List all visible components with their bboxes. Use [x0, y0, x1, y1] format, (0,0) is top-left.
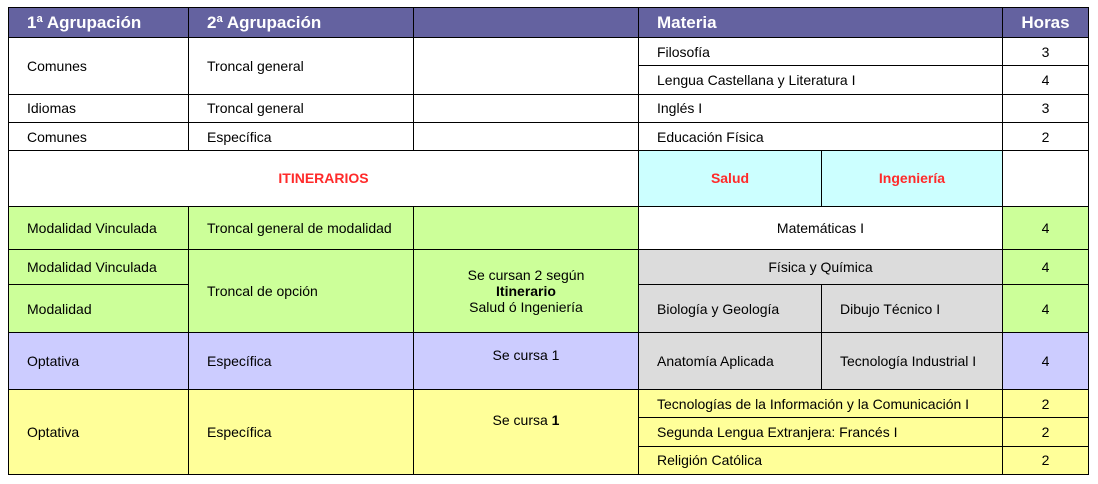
subject-cell: Lengua Castellana y Literatura I	[639, 66, 1003, 94]
agrupacion-1-cell: Modalidad Vinculada	[9, 206, 189, 249]
hours-cell: 4	[1003, 66, 1089, 94]
note-bold: 1	[551, 412, 560, 429]
subject-cell: Biología y Geología	[639, 285, 822, 332]
header-row	[9, 8, 1089, 38]
note-line-1: Se cursan 2 según	[467, 266, 585, 283]
agrupacion-1-cell: Idiomas	[9, 94, 189, 122]
subject-cell: Tecnologías de la Información y la Comunicación I	[639, 390, 1003, 418]
subjects-table	[8, 7, 1089, 475]
subject-cell: Educación Física	[639, 122, 1003, 150]
agrupacion-2-cell: Específica	[189, 332, 414, 389]
table-row	[9, 332, 1089, 389]
hours-cell: 2	[1003, 446, 1089, 474]
subject-cell: Dibujo Técnico I	[822, 285, 1003, 332]
header-blank	[414, 8, 639, 38]
agrupacion-2-cell: Troncal general	[189, 38, 414, 94]
table-row	[9, 122, 1089, 150]
itinerario-salud: Salud	[639, 151, 822, 206]
agrupacion-2-cell: Troncal general	[189, 94, 414, 122]
table-row	[9, 250, 1089, 285]
subject-cell: Inglés I	[639, 94, 1003, 122]
subject-cell: Tecnología Industrial I	[822, 332, 1003, 389]
hours-cell: 3	[1003, 94, 1089, 122]
header-materia: Materia	[639, 8, 1003, 38]
itinerarios-row	[9, 151, 1089, 206]
subject-cell: Anatomía Aplicada	[639, 332, 822, 389]
hours-cell: 4	[1003, 206, 1089, 249]
hours-cell: 2	[1003, 122, 1089, 150]
hours-cell: 2	[1003, 390, 1089, 418]
agrupacion-2-cell: Específica	[189, 390, 414, 475]
note-bold: Itinerario	[496, 282, 556, 299]
hours-cell: 3	[1003, 38, 1089, 66]
empty-cell	[414, 94, 639, 122]
subject-cell: Segunda Lengua Extranjera: Francés I	[639, 418, 1003, 446]
note-line-3: Salud ó Ingeniería	[469, 298, 583, 315]
optativa-note: Se cursa 1	[414, 332, 639, 389]
table-row	[9, 94, 1089, 122]
itinerarios-label: ITINERARIOS	[9, 151, 639, 206]
hours-cell: 4	[1003, 285, 1089, 332]
table-row	[9, 206, 1089, 249]
agrupacion-2-cell: Troncal de opción	[189, 250, 414, 333]
itinerario-ingenieria: Ingeniería	[822, 151, 1003, 206]
subject-cell: Religión Católica	[639, 446, 1003, 474]
subject-cell: Matemáticas I	[639, 206, 1003, 249]
empty-cell	[414, 206, 639, 249]
itinerario-note	[414, 250, 639, 333]
subject-cell: Física y Química	[639, 250, 1003, 285]
table-row	[9, 390, 1089, 418]
optativa-note	[414, 390, 639, 475]
table-row	[9, 38, 1089, 66]
empty-cell	[1003, 151, 1089, 206]
hours-cell: 2	[1003, 418, 1089, 446]
agrupacion-2-cell: Específica	[189, 122, 414, 150]
header-agrupacion-1: 1ª Agrupación	[9, 8, 189, 38]
header-horas: Horas	[1003, 8, 1089, 38]
agrupacion-1-cell: Optativa	[9, 332, 189, 389]
hours-cell: 4	[1003, 250, 1089, 285]
agrupacion-1-cell: Comunes	[9, 122, 189, 150]
header-agrupacion-2: 2ª Agrupación	[189, 8, 414, 38]
empty-cell	[414, 38, 639, 94]
empty-cell	[414, 122, 639, 150]
agrupacion-1-cell: Modalidad	[9, 285, 189, 332]
subject-cell: Filosofía	[639, 38, 1003, 66]
agrupacion-2-cell: Troncal general de modalidad	[189, 206, 414, 249]
agrupacion-1-cell: Comunes	[9, 38, 189, 94]
hours-cell: 4	[1003, 332, 1089, 389]
agrupacion-1-cell: Optativa	[9, 390, 189, 475]
note-prefix: Se cursa	[492, 412, 548, 429]
agrupacion-1-cell: Modalidad Vinculada	[9, 250, 189, 285]
